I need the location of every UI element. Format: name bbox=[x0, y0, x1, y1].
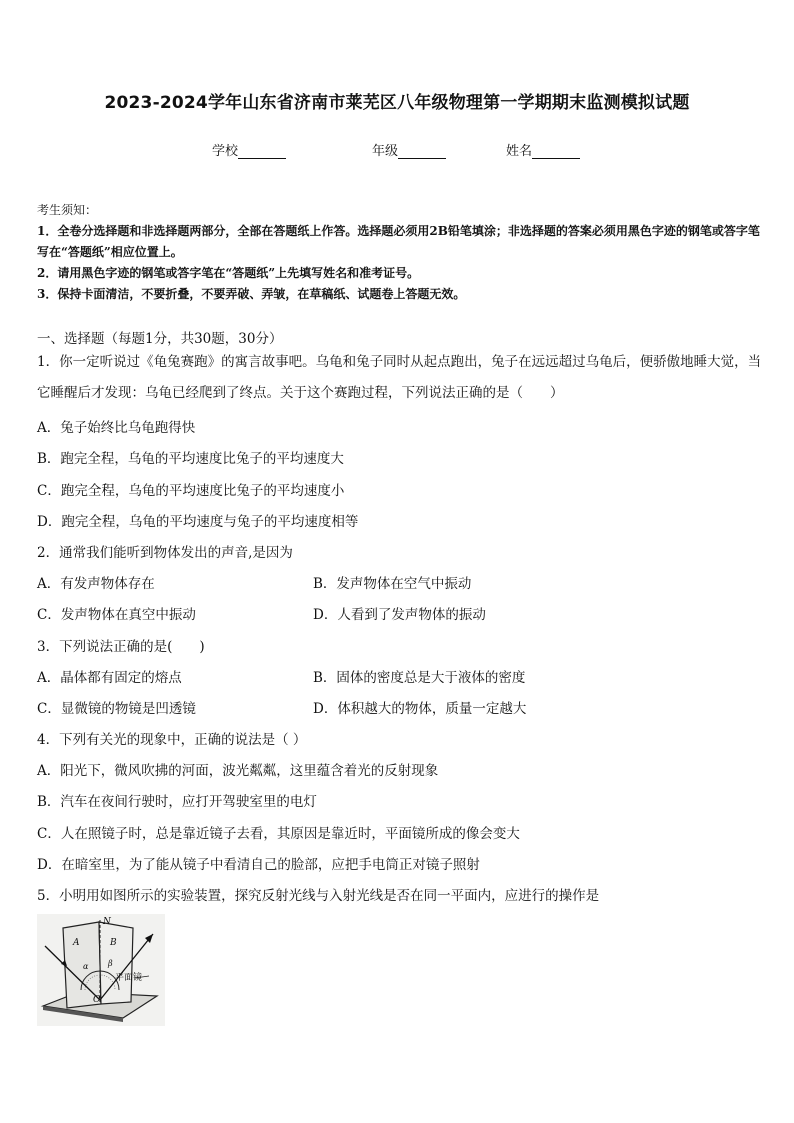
figure-label-o: O bbox=[93, 995, 101, 1005]
page-title: 2023-2024学年山东省济南市莱芜区八年级物理第一学期期末监测模拟试题 bbox=[104, 93, 690, 113]
school-field bbox=[212, 140, 286, 159]
question-4-option-c[interactable]: C．人在照镜子时，总是靠近镜子去看，其原因是靠近时，平面镜所成的像会变大 bbox=[37, 826, 520, 842]
grade-blank[interactable] bbox=[398, 144, 446, 159]
exam-notice bbox=[37, 200, 762, 305]
question-2-option-b[interactable]: B．发声物体在空气中振动 bbox=[313, 576, 472, 592]
question-3-option-b[interactable]: B．固体的密度总是大于液体的密度 bbox=[313, 670, 526, 686]
question-3-stem: 3．下列说法正确的是( ) bbox=[37, 639, 205, 655]
grade-field bbox=[372, 140, 446, 159]
section-heading: 一、选择题（每题1分，共30题，30分） bbox=[37, 331, 283, 347]
question-2-option-c[interactable]: C．发声物体在真空中振动 bbox=[37, 607, 196, 623]
school-label: 学校 bbox=[212, 144, 239, 159]
question-1-option-d[interactable]: D．跑完全程，乌龟的平均速度与兔子的平均速度相等 bbox=[37, 514, 359, 530]
question-4-stem: 4．下列有关光的现象中，正确的说法是（ ） bbox=[37, 732, 307, 748]
question-5-stem: 5．小明用如图所示的实验装置，探究反射光线与入射光线是否在同一平面内，应进行的操作是 bbox=[37, 888, 600, 904]
name-field bbox=[506, 140, 580, 159]
question-3-option-a[interactable]: A．晶体都有固定的熔点 bbox=[37, 670, 182, 686]
grade-label: 年级 bbox=[372, 144, 399, 159]
figure-labels-left bbox=[37, 914, 97, 1026]
question-4-option-b[interactable]: B．汽车在夜间行驶时，应打开驾驶室里的电灯 bbox=[37, 794, 317, 810]
question-2-option-d[interactable]: D．人看到了发声物体的振动 bbox=[313, 607, 486, 623]
notice-heading: 考生须知： bbox=[37, 203, 98, 217]
name-blank[interactable] bbox=[532, 144, 580, 159]
notice-item: 3．保持卡面清洁，不要折叠，不要弄破、弄皱，在草稿纸、试题卷上答题无效。 bbox=[37, 287, 466, 301]
notice-item: 1．全卷分选择题和非选择题两部分，全部在答题纸上作答。选择题必须用2B铅笔填涂；非选择题的答案必须用黑色字迹的钢笔或答字笔写在“答题纸”相应位置上。 bbox=[37, 224, 760, 259]
question-3-option-d[interactable]: D．体积越大的物体，质量一定越大 bbox=[313, 701, 527, 717]
figure-label-a: A bbox=[73, 938, 80, 948]
question-2-option-a[interactable]: A．有发声物体存在 bbox=[37, 576, 155, 592]
figure-label-mirror: 平面镜 bbox=[115, 973, 143, 983]
question-1-option-c[interactable]: C．跑完全程，乌龟的平均速度比兔子的平均速度小 bbox=[37, 483, 345, 499]
figure-label-beta: β bbox=[108, 959, 113, 968]
figure-labels bbox=[93, 914, 167, 1026]
figure-label-b: B bbox=[110, 938, 117, 948]
question-1-stem: 1．你一定听说过《龟兔赛跑》的寓言故事吧。乌龟和兔子同时从起点跑出，兔子在远远超过乌龟后，便骄傲地睡大觉，当它睡醒后才发现：乌龟已经爬到了终点。关于这个赛跑过程，下列说法正确的是（ ） bbox=[37, 354, 762, 401]
question-4-option-d[interactable]: D．在暗室里，为了能从镜子中看清自己的脸部，应把手电筒正对镜子照射 bbox=[37, 857, 480, 873]
question-4-option-a[interactable]: A．阳光下，微风吹拂的河面，波光粼粼，这里蕴含着光的反射现象 bbox=[37, 763, 439, 779]
question-2-stem: 2．通常我们能听到物体发出的声音,是因为 bbox=[37, 545, 293, 561]
question-1-option-a[interactable]: A．兔子始终比乌龟跑得快 bbox=[37, 420, 196, 436]
question-3-option-c[interactable]: C．显微镜的物镜是凹透镜 bbox=[37, 701, 196, 717]
student-info-fields bbox=[0, 140, 794, 160]
question-1-option-b[interactable]: B．跑完全程，乌龟的平均速度比兔子的平均速度大 bbox=[37, 451, 344, 467]
figure-label-n: N bbox=[103, 917, 111, 927]
figure-label-alpha: α bbox=[83, 962, 89, 971]
name-label: 姓名 bbox=[506, 144, 533, 159]
notice-item: 2．请用黑色字迹的钢笔或答字笔在“答题纸”上先填写姓名和准考证号。 bbox=[37, 266, 420, 280]
school-blank[interactable] bbox=[238, 144, 286, 159]
